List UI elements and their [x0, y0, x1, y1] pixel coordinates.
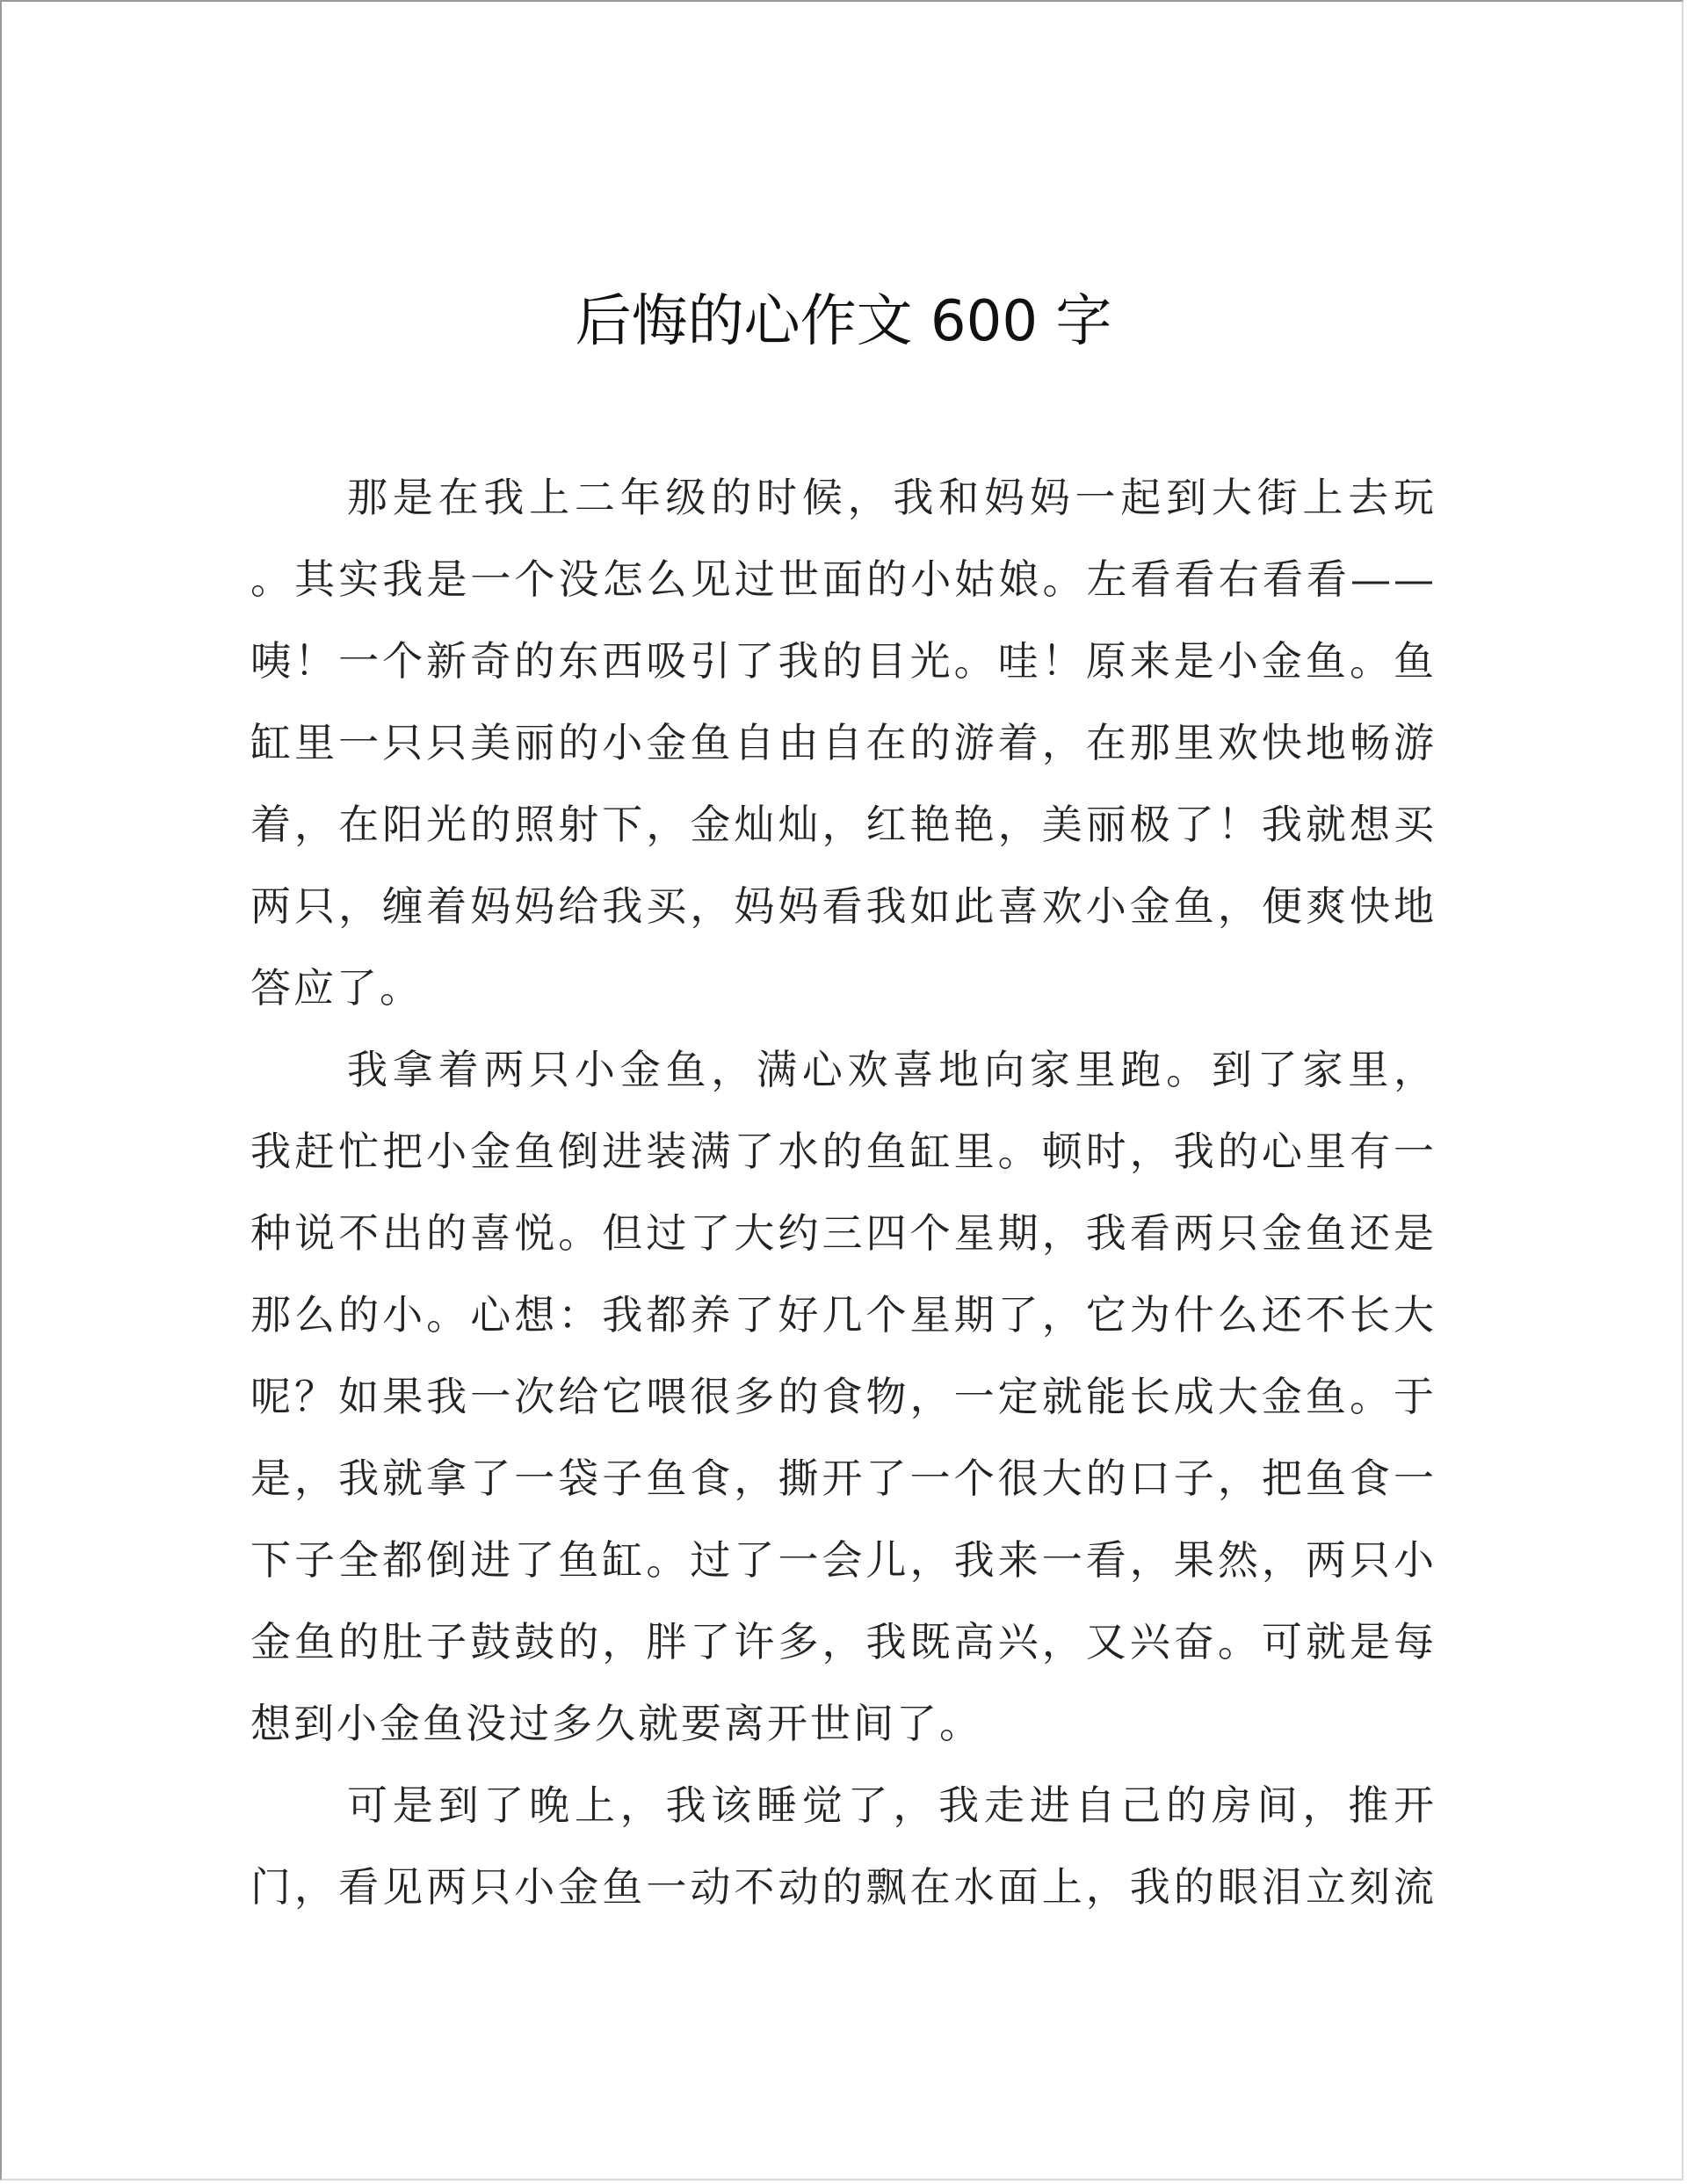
text-line: 门，看见两只小金鱼一动不动的飘在水面上，我的眼泪立刻流 — [250, 1863, 1437, 1911]
text-line: 两只，缠着妈妈给我买，妈妈看我如此喜欢小金鱼，便爽快地 — [250, 882, 1437, 930]
paragraph-3 — [250, 1765, 1437, 1928]
paragraph-2 — [250, 1029, 1437, 1765]
text-line: 咦！一个新奇的东西吸引了我的目光。哇！原来是小金鱼。鱼 — [250, 637, 1437, 685]
text-line: 。其实我是一个没怎么见过世面的小姑娘。左看看右看看—— — [250, 555, 1437, 603]
text-line: 答应了。 — [250, 964, 423, 1012]
text-line: 可是到了晚上，我该睡觉了，我走进自己的房间，推开 — [347, 1781, 1437, 1829]
text-line: 金鱼的肚子鼓鼓的，胖了许多，我既高兴，又兴奋。可就是每 — [250, 1618, 1437, 1665]
text-line: 着，在阳光的照射下，金灿灿，红艳艳，美丽极了！我就想买 — [250, 801, 1437, 848]
document-title: 后悔的心作文 600 字 — [575, 289, 1112, 354]
text-line: 我赶忙把小金鱼倒进装满了水的鱼缸里。顿时，我的心里有一 — [250, 1128, 1437, 1175]
text-line: 我拿着两只小金鱼，满心欢喜地向家里跑。到了家里， — [347, 1046, 1437, 1093]
text-line: 是，我就拿了一袋子鱼食，撕开了一个很大的口子，把鱼食一 — [250, 1455, 1437, 1502]
text-line: 下子全都倒进了鱼缸。过了一会儿，我来一看，果然，两只小 — [250, 1536, 1437, 1584]
paragraph-1 — [250, 457, 1437, 1029]
text-line: 那么的小。心想：我都养了好几个星期了，它为什么还不长大 — [250, 1291, 1437, 1339]
text-line: 那是在我上二年级的时候，我和妈妈一起到大街上去玩 — [347, 474, 1437, 521]
document-body — [250, 457, 1437, 1928]
text-line: 种说不出的喜悦。但过了大约三四个星期，我看两只金鱼还是 — [250, 1209, 1437, 1257]
text-line: 呢？如果我一次给它喂很多的食物，一定就能长成大金鱼。于 — [250, 1373, 1437, 1420]
text-line: 缸里一只只美丽的小金鱼自由自在的游着，在那里欢快地畅游 — [250, 719, 1437, 766]
text-line: 想到小金鱼没过多久就要离开世间了。 — [250, 1700, 982, 1747]
